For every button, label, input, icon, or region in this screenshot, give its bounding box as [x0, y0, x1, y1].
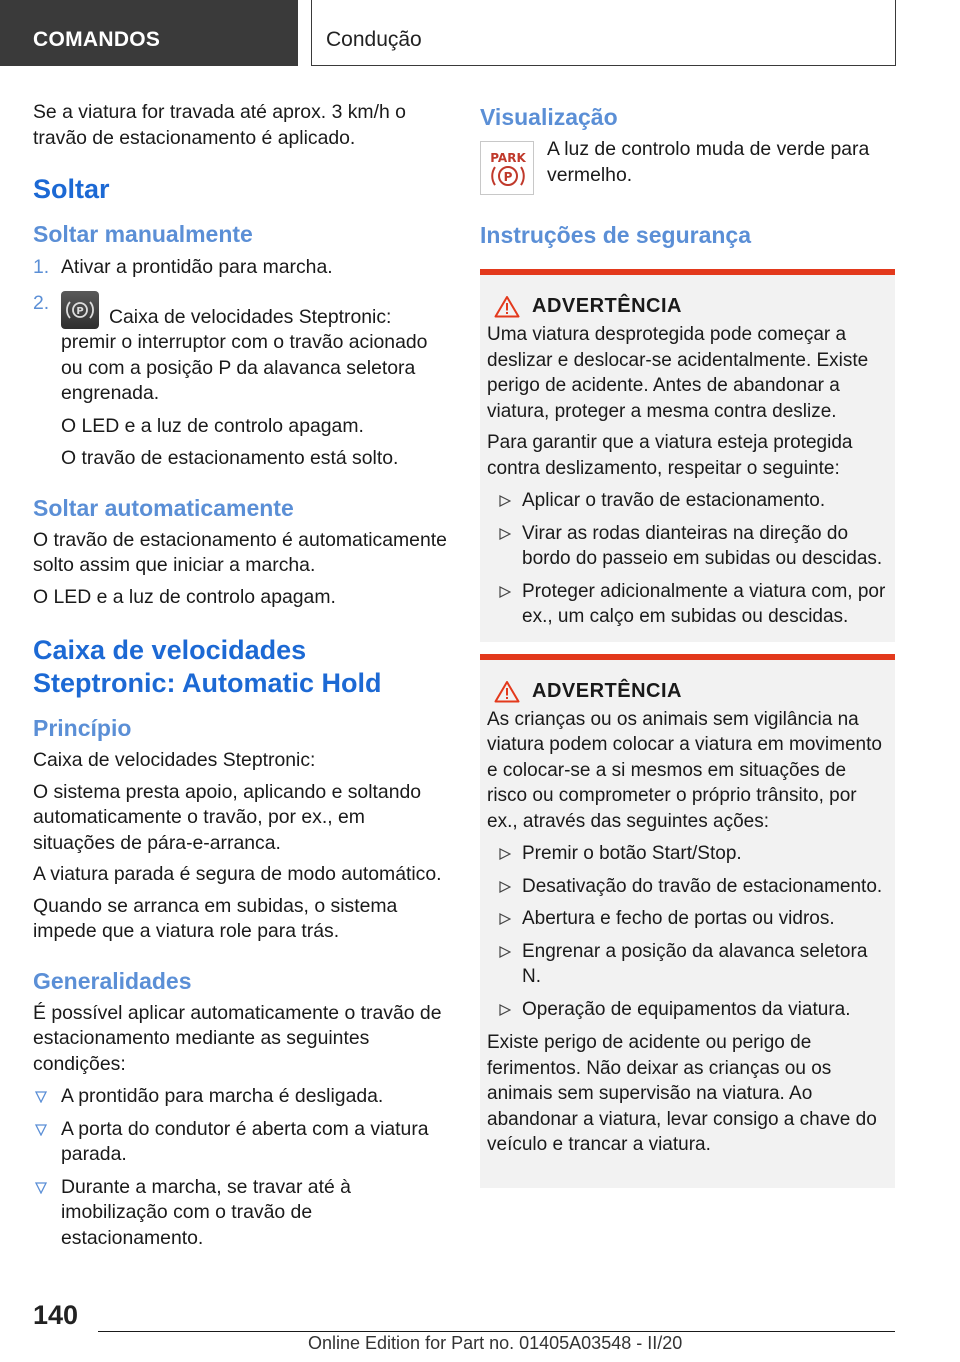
paragraph: Existe perigo de acidente ou perigo de ferimentos. Não deixar as crianças ou os animais sem supervisão na viatura. Ao abandonar a viatura, levar consigo a chave do veículo e trancar a viatura. [487, 1032, 877, 1155]
left-column [33, 100, 448, 1251]
list-item-text: A porta do condutor é aberta com a viatura parada. [61, 1117, 429, 1165]
list-item-text: Operação de equipamentos da viatura. [522, 998, 851, 1020]
conditions-list [33, 1084, 448, 1251]
park-label: PARK [490, 151, 526, 165]
paragraph: As crianças ou os animais sem vigilância na viatura podem colocar a viatura em movimento e colocar-se a si mesmos em situações de risco ou comprometer o próprio trânsito, por ex., através das seguintes ações: [487, 708, 882, 832]
step-number: 2. [33, 291, 50, 314]
list-item-text: Durante a marcha, se travar até à imobilização com o travão de estacionamento. [61, 1175, 351, 1249]
triangle-bullet-icon [499, 528, 511, 540]
list-item [487, 874, 887, 900]
heading-principio: Princípio [33, 715, 132, 741]
paragraph: O sistema presta apoio, aplicando e soltando automaticamente o travão, por ex., em situações de pára-e-arranca. [33, 780, 422, 854]
footer-divider [98, 1331, 895, 1332]
heading-soltar: Soltar [33, 174, 110, 204]
triangle-bullet-icon [35, 1182, 47, 1194]
page-header [0, 0, 960, 66]
warning-title: ADVERTÊNCIA [532, 679, 682, 702]
triangle-bullet-icon [499, 586, 511, 598]
step-result: O travão de estacionamento está solto. [61, 447, 399, 469]
list-item [487, 488, 887, 514]
list-item-text: Premir o botão Start/Stop. [522, 843, 742, 864]
list-item-text: Aplicar o travão de estacionamento. [522, 490, 826, 511]
paragraph: O LED e a luz de controlo apagam. [33, 585, 336, 608]
list-item [33, 1117, 448, 1168]
warning-header [487, 680, 887, 703]
triangle-bullet-icon [499, 848, 511, 860]
list-item [487, 841, 887, 867]
list-item [33, 1175, 448, 1252]
list-item [33, 255, 448, 281]
heading-seguranca: Instruções de segurança [480, 222, 751, 248]
triangle-bullet-icon [499, 913, 511, 925]
triangle-bullet-icon [499, 946, 511, 958]
list-item [487, 906, 887, 932]
warning-list [487, 488, 887, 630]
triangle-bullet-icon [499, 1004, 511, 1016]
heading-automatic-hold: Caixa de velocidades Steptronic: Automatic Hold [33, 635, 382, 698]
list-item [487, 579, 887, 630]
edition-text: Online Edition for Part no. 01405A03548 - II/20 [308, 1333, 683, 1353]
paragraph: Para garantir que a viatura esteja protegida contra deslizamento, respeitar o seguinte: [487, 432, 853, 479]
list-item-text: Virar as rodas dianteiras na direção do bordo do passeio em subidas ou descidas. [522, 522, 883, 569]
warning-list [487, 841, 887, 1022]
paragraph: Quando se arranca em subidas, o sistema impede que a viatura role para trás. [33, 894, 398, 942]
paragraph: É possível aplicar automaticamente o travão de estacionamento mediante as seguintes condições: [33, 1001, 442, 1075]
warning-triangle-icon [494, 295, 520, 318]
list-item-text: Abertura e fecho de portas ou vidros. [522, 908, 835, 929]
warning-box-2 [480, 654, 895, 1188]
heading-generalidades: Generalidades [33, 967, 192, 994]
paragraph: O travão de estacionamento é automaticamente solto assim que iniciar a marcha. [33, 528, 447, 576]
triangle-bullet-icon [499, 495, 511, 507]
warning-title: ADVERTÊNCIA [532, 295, 682, 317]
list-item [487, 521, 887, 572]
step-text: Ativar a prontidão para marcha. [61, 256, 333, 278]
intro-paragraph: Se a viatura for travada até aprox. 3 km/h o travão de estacionamento é aplicado. [33, 101, 406, 149]
list-item [33, 291, 448, 407]
warning-box-1 [480, 269, 895, 642]
park-indicator-icon [480, 141, 534, 195]
paragraph: Caixa de velocidades Steptronic: [33, 749, 316, 771]
section-tab: COMANDOS [0, 0, 298, 66]
list-item [487, 939, 887, 990]
parking-brake-switch-icon [61, 291, 99, 329]
heading-visualizacao: Visualização [480, 104, 618, 130]
step-text: Caixa de velocidades Steptronic: premir o interruptor com o travão acionado ou com a posição P da alavanca seletora engrenada. [61, 305, 428, 404]
svg-text:P: P [76, 305, 84, 317]
triangle-bullet-icon [35, 1091, 47, 1103]
list-item-text: Engrenar a posição da alavanca seletora N. [522, 940, 868, 987]
manual-steps-list [33, 255, 448, 407]
list-item-text: Proteger adicionalmente a viatura com, por ex., um calço em subidas ou descidas. [522, 580, 886, 627]
list-item [487, 997, 887, 1023]
paragraph: Uma viatura desprotegida pode começar a deslizar e deslocar-se acidentalmente. Existe perigo de acidente. Antes de abandonar a viatura, proteger a mesma contra deslize. [487, 324, 869, 422]
visualization-text: A luz de controlo muda de verde para vermelho. [547, 138, 870, 186]
list-item-text: Desativação do travão de estacionamento. [522, 875, 883, 897]
heading-soltar-manual: Soltar manualmente [33, 221, 253, 247]
right-column [480, 100, 895, 1188]
visualization-row [480, 137, 895, 197]
triangle-bullet-icon [499, 881, 511, 893]
chapter-tab: Condução [311, 0, 896, 66]
heading-soltar-auto: Soltar automaticamente [33, 494, 294, 521]
warning-triangle-icon [494, 680, 520, 703]
list-item [33, 1084, 448, 1110]
step-result: O LED e a luz de controlo apagam. [61, 414, 364, 437]
warning-header [487, 295, 887, 318]
step-number: 1. [33, 256, 50, 278]
triangle-bullet-icon [35, 1124, 47, 1136]
paragraph: A viatura parada é segura de modo automático. [33, 863, 442, 885]
page-number: 140 [33, 1300, 79, 1330]
svg-text:P: P [503, 170, 513, 184]
list-item-text: A prontidão para marcha é desligada. [61, 1085, 384, 1107]
